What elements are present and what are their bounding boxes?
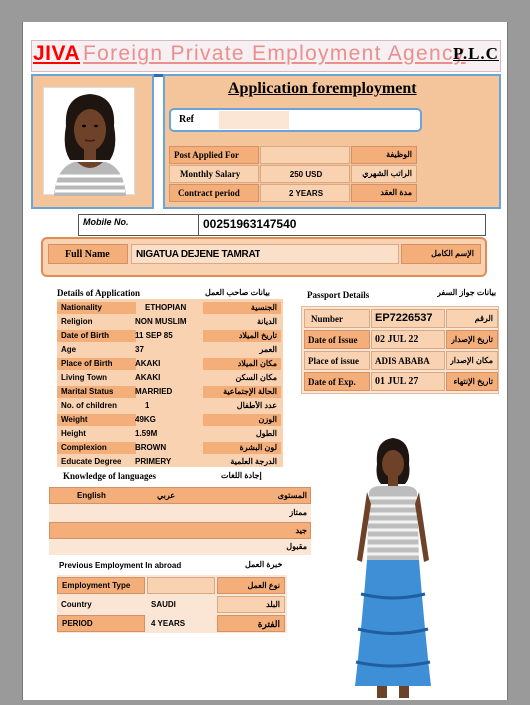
passport-expiry-date: 01 JUL 27 xyxy=(371,372,445,391)
monthly-salary-label-cell: Monthly Salary xyxy=(169,165,259,183)
full-name-value-cell[interactable]: NIGATUA DEJENE TAMRAT xyxy=(131,244,399,264)
details-row-value: AKAKI xyxy=(135,373,161,382)
contract-period-arabic-cell: مدة العقد xyxy=(351,184,417,202)
full-name-label-cell: Full Name xyxy=(48,244,128,264)
employment-row-label: Employment Type xyxy=(57,577,145,594)
passport-row-label: Date of Issue xyxy=(304,330,370,349)
passport-issue-date: 02 JUL 22 xyxy=(371,330,445,349)
details-row-arabic: لون البشرة xyxy=(203,442,281,454)
details-table xyxy=(57,299,283,467)
details-row-arabic: الجنسية xyxy=(203,302,281,314)
agency-suffix: P.L.C xyxy=(453,44,499,63)
full-length-photo xyxy=(347,434,439,700)
language-row xyxy=(49,522,311,539)
full-name-arabic-cell: الإسم الكامل xyxy=(401,244,481,264)
portrait-photo xyxy=(43,87,135,195)
details-row-label: Weight xyxy=(57,414,136,426)
details-row-value: MARRIED xyxy=(135,387,173,396)
post-applied-label-cell: Post Applied For xyxy=(169,146,259,164)
details-row-label: Nationality xyxy=(57,302,136,314)
details-row-value: NON MUSLIM xyxy=(135,317,187,326)
application-sheet xyxy=(22,22,508,700)
details-row-arabic: الدرجة العلمية xyxy=(230,457,277,466)
details-row-label: Date of Birth xyxy=(57,330,136,342)
details-row-arabic: تاريخ الميلاد xyxy=(203,330,281,342)
employment-type-value xyxy=(147,577,215,594)
passport-row-arabic: مكان الإصدار xyxy=(446,351,498,370)
contract-period-label-cell: Contract period xyxy=(169,184,259,202)
details-row-label: Place of Birth xyxy=(57,358,136,370)
monthly-salary-arabic-cell: الراتب الشهري xyxy=(351,165,417,183)
details-row-value: AKAKI xyxy=(135,359,161,368)
passport-row-arabic: الرقم xyxy=(446,309,498,328)
employment-period-value: 4 YEARS xyxy=(151,619,186,628)
details-row-arabic: العمر xyxy=(259,345,277,354)
details-row-value: 1.59M xyxy=(135,429,158,438)
details-row-label: Height xyxy=(61,429,86,438)
details-row-label: Marital Status xyxy=(57,386,136,398)
languages-title: Knowledge of languages xyxy=(63,471,157,481)
details-row-label: Educate Degree xyxy=(61,457,122,466)
post-applied-arabic-cell: الوظيفة xyxy=(351,146,417,164)
ref-label: Ref xyxy=(179,114,194,125)
details-row-label: Complexion xyxy=(57,442,136,454)
employment-country-value: SAUDI xyxy=(151,600,176,609)
details-row-arabic: مكان السكن xyxy=(235,373,277,382)
details-row-arabic: الحالة الإجتماعية xyxy=(203,386,281,398)
passport-row-label: Date of Exp. xyxy=(304,372,370,391)
details-row-value: BROWN xyxy=(135,443,167,452)
language-level-header: المستوى xyxy=(277,491,307,500)
passport-issue-place: ADIS ABABA xyxy=(371,351,445,370)
passport-row-label: Number xyxy=(304,309,370,328)
details-row-arabic: عدد الأطفال xyxy=(236,401,277,410)
passport-row-label: Place of issue xyxy=(304,351,370,370)
details-title: Details of Application xyxy=(57,288,141,298)
languages-title-arabic: إجادة اللغات xyxy=(221,471,262,480)
agency-name: Foreign Private Employment Agency xyxy=(83,42,466,65)
previous-employment-title-arabic: خبرة العمل xyxy=(245,560,283,569)
details-row-value: 1 xyxy=(145,401,150,410)
details-row-label: Age xyxy=(61,345,77,354)
employment-row-label: Country xyxy=(61,600,92,609)
contract-period-value-cell: 2 YEARS xyxy=(260,184,350,202)
ref-field[interactable] xyxy=(169,108,422,132)
ref-value-box xyxy=(219,111,289,129)
language-level-good: جيد xyxy=(295,526,307,535)
details-row-arabic: الطول xyxy=(255,429,277,438)
employment-row-arabic: نوع العمل xyxy=(217,577,285,594)
previous-employment-table xyxy=(57,575,287,633)
employment-row-arabic: البلد xyxy=(217,596,285,613)
details-title-arabic: بيانات صاحب العمل xyxy=(205,288,270,297)
agency-name-highlight: JIVA xyxy=(33,42,81,65)
details-row-arabic: الديانة xyxy=(256,317,277,326)
details-row-arabic: مكان الميلاد xyxy=(203,358,281,370)
details-row-value: PRIMERY xyxy=(135,457,172,466)
details-row-value: ETHOPIAN xyxy=(145,303,187,312)
application-title: Application foremployment xyxy=(228,80,417,97)
passport-row-arabic: تاريخ الإصدار xyxy=(446,330,498,349)
details-row-value: 37 xyxy=(135,345,144,354)
details-row-value: 49KG xyxy=(135,415,156,424)
employment-row-label: PERIOD xyxy=(57,615,145,632)
monthly-salary-value-cell: 250 USD xyxy=(260,165,350,183)
passport-table xyxy=(301,306,499,394)
employment-row-arabic: الفترة xyxy=(217,615,285,632)
mobile-divider xyxy=(198,214,199,236)
passport-title-arabic: بيانات جواز السفر xyxy=(437,288,497,297)
passport-row-arabic: تاريخ الإنتهاء xyxy=(446,372,498,391)
details-row-label: Religion xyxy=(61,317,93,326)
previous-employment-title: Previous Employment In abroad xyxy=(59,561,182,570)
details-row-label: No. of children xyxy=(61,401,117,410)
details-row-label: Living Town xyxy=(61,373,108,382)
mobile-label: Mobile No. xyxy=(83,217,129,227)
mobile-number: 00251963147540 xyxy=(203,217,297,231)
details-row-value: 11 SEP 85 xyxy=(135,331,173,340)
passport-number: EP7226537 xyxy=(371,309,445,328)
post-applied-value-cell[interactable] xyxy=(260,146,350,164)
details-row-arabic: الوزن xyxy=(203,414,281,426)
language-level-acceptable: مقبول xyxy=(286,542,307,551)
language-level-excellent: ممتاز xyxy=(289,508,307,517)
passport-title: Passport Details xyxy=(307,290,370,300)
language-name: English xyxy=(77,491,106,500)
languages-table xyxy=(49,487,311,555)
language-value: عربي xyxy=(157,491,176,500)
